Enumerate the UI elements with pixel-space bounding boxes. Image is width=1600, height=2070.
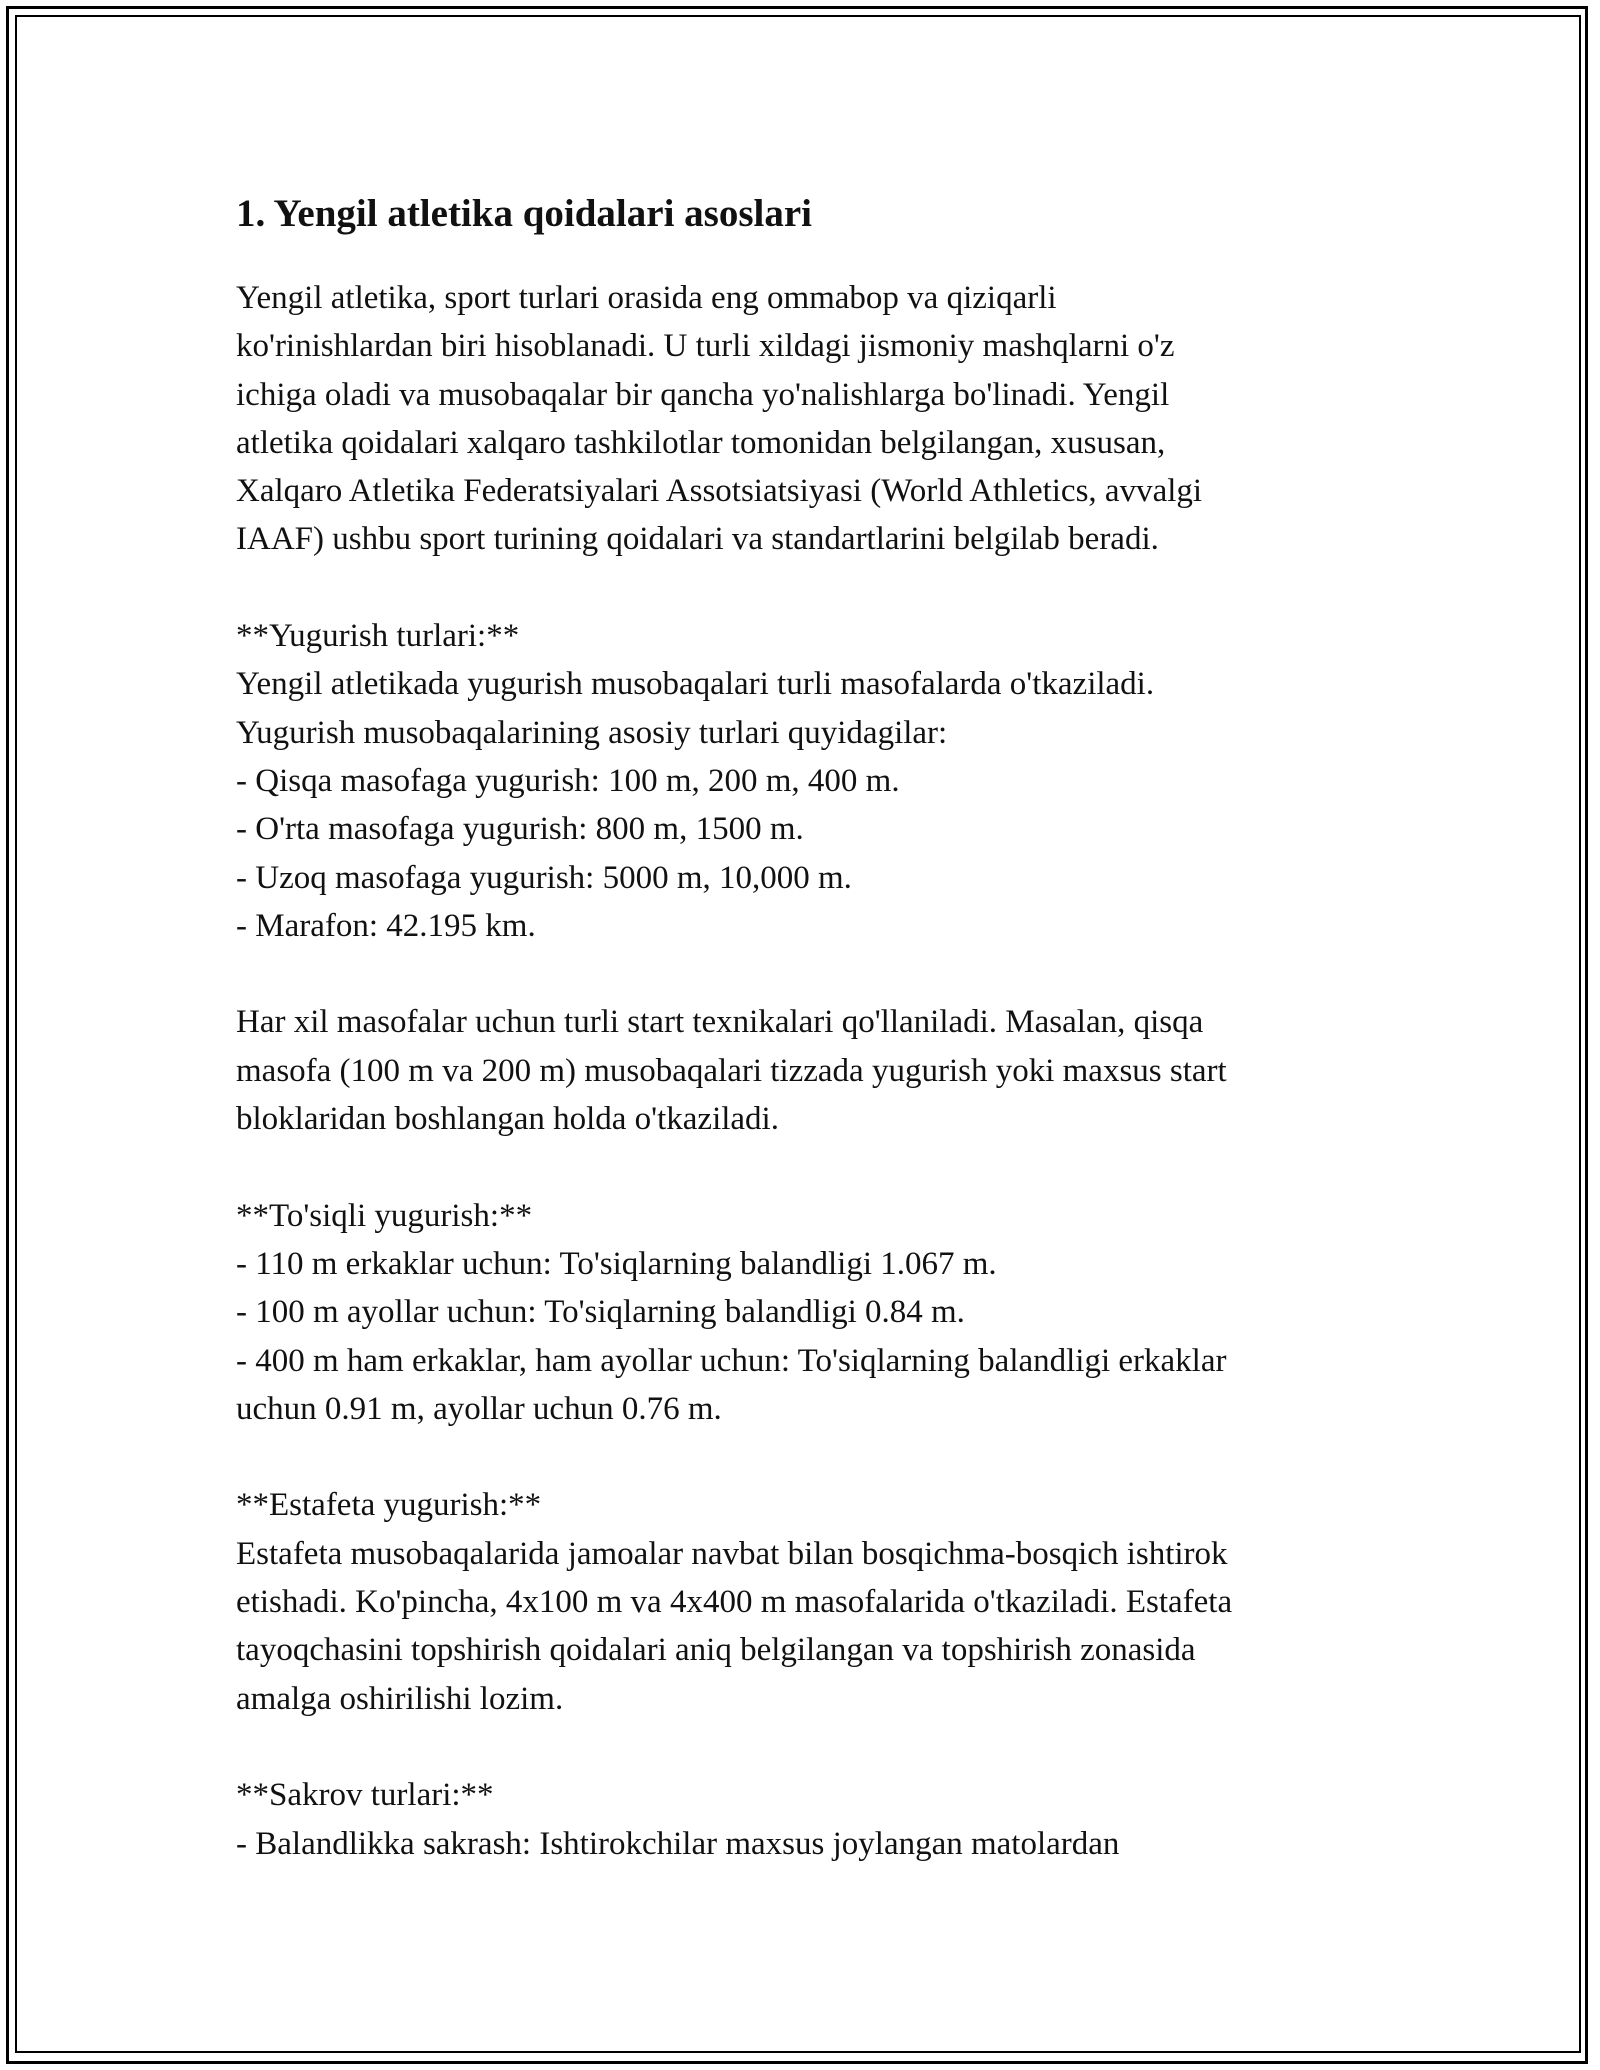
jumping-types-section: **Sakrov turlari:** - Balandlikka sakrash: Ishtirokchilar maxsus joylangan matolardan [236,1777,1120,1862]
document-body [236,184,1366,1868]
paragraph-gap [236,1723,1366,1771]
document-title: 1. Yengil atletika qoidalari asoslari [236,192,812,235]
paragraph-gap [236,1433,1366,1481]
relay-section: **Estafeta yugurish:** Estafeta musobaqalarida jamoalar navbat bilan bosqichma-bosqich ishtirok etishadi. Ko'pincha, 4x100 m va 4x400 m masofalarida o'tkaziladi. Estafeta tayoqchasini topshirish qoidalari aniq belgilangan va topshirish zonasida amalga oshirilishi lozim. [236,1487,1233,1717]
paragraph-gap [236,564,1366,612]
running-types-section: **Yugurish turlari:** Yengil atletikada yugurish musobaqalari turli masofalarda o'tkaziladi. Yugurish musobaqalarining asosiy turlari quyidagilar: - Qisqa masofaga yugurish: 100 m, 200 m, 400 m. - O'rta masofaga yugurish: 800 m, 1500 m. - Uzoq masofaga yugurish: 5000 m, 10,000 m. - Marafon: 42.195 km. [236,618,1155,944]
intro-paragraph: Yengil atletika, sport turlari orasida eng ommabop va qiziqarli ko'rinishlardan biri hisoblanadi. U turli xildagi jismoniy mashqlarni o'z ichiga oladi va musobaqalar bir qancha yo'nalishlarga bo'linadi. Yengil atletika qoidalari xalqaro tashkilotlar tomonidan belgilangan, xususan, Xalqaro Atletika Federatsiyalari Assotsiatsiyasi (World Athletics, avvalgi IAAF) ushbu sport turining qoidalari va standartlarini belgilab beradi. [236,280,1203,558]
paragraph-gap [236,950,1366,998]
paragraph-gap [236,1143,1366,1191]
start-techniques-paragraph: Har xil masofalar uchun turli start texnikalari qo'llaniladi. Masalan, qisqa masofa (100 m va 200 m) musobaqalari tizzada yugurish yoki maxsus start bloklaridan boshlangan holda o'tkaziladi. [236,1004,1227,1138]
hurdles-section: **To'siqli yugurish:** - 110 m erkaklar uchun: To'siqlarning balandligi 1.067 m. - 100 m ayollar uchun: To'siqlarning balandligi 0.84 m. - 400 m ham erkaklar, ham ayollar uchun: To'siqlarning balandligi erkaklar uchun 0.91 m, ayollar uchun 0.76 m. [236,1197,1227,1427]
